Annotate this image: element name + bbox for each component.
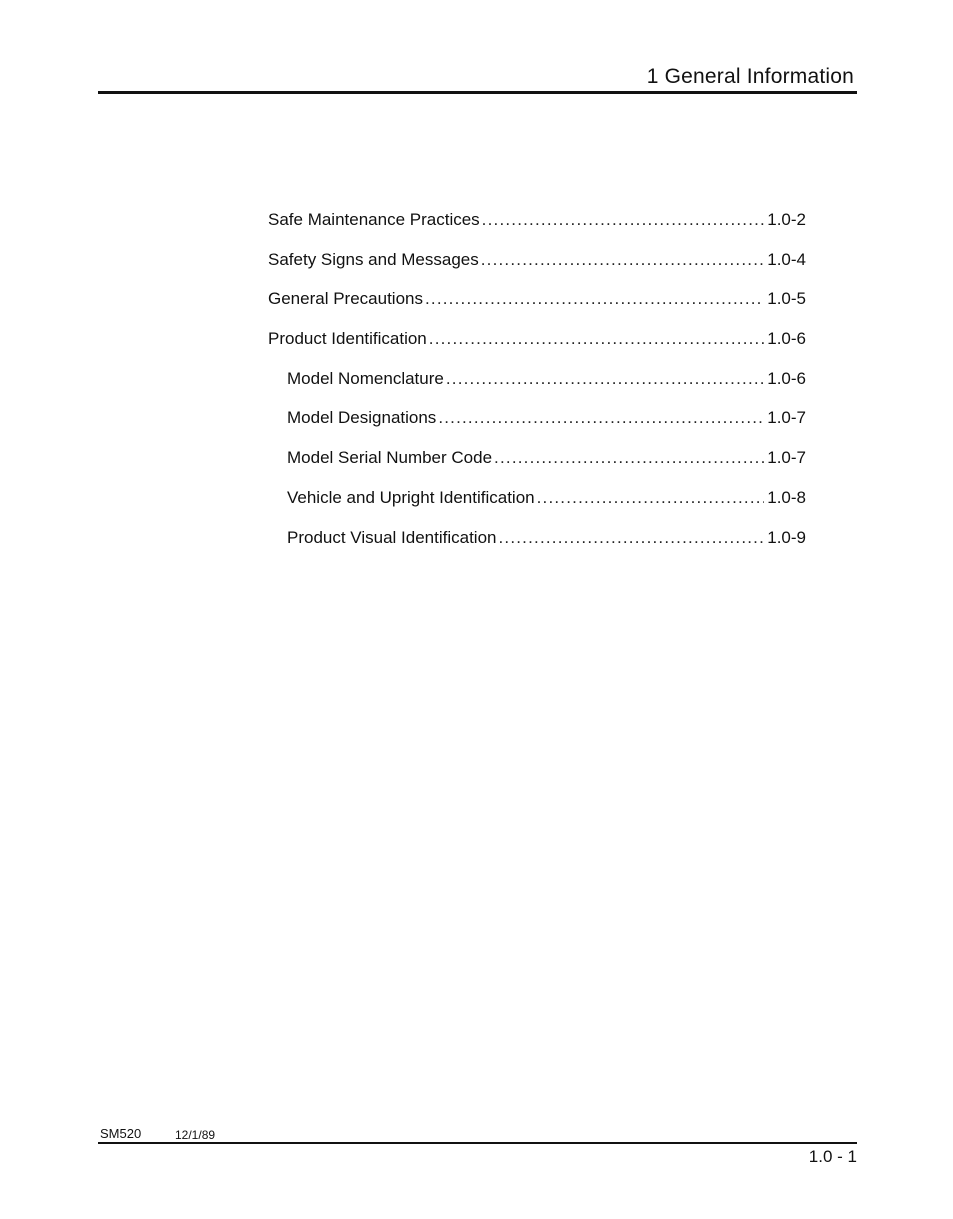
dot-leader: [429, 327, 764, 351]
toc-entry-page: 1.0-8: [767, 487, 806, 507]
toc-entry-title: Vehicle and Upright Identification: [287, 487, 535, 507]
toc-entry: [268, 208, 806, 248]
toc-entry-title: Product Visual Identification: [287, 527, 497, 547]
toc-entry-title: Model Designations: [287, 408, 437, 428]
toc-entry: [268, 327, 806, 367]
toc-entry-page: 1.0-7: [767, 408, 806, 428]
table-of-contents: [268, 208, 806, 565]
toc-entry-title: Safe Maintenance Practices: [268, 210, 480, 229]
toc-entry-title: Safety Signs and Messages: [268, 249, 479, 269]
toc-entry-page: 1.0-5: [767, 289, 806, 309]
footer-rule: [98, 1142, 857, 1144]
dot-leader: [482, 208, 765, 232]
toc-entry-title: Model Nomenclature: [287, 368, 444, 388]
toc-entry-page: 1.0-2: [767, 210, 806, 229]
dot-leader: [498, 526, 764, 550]
toc-entry-page: 1.0-4: [767, 249, 806, 269]
chapter-title: 1 General Information: [646, 65, 854, 88]
dot-leader: [425, 287, 764, 311]
toc-entry-page: 1.0-6: [767, 329, 806, 349]
toc-entry-page: 1.0-7: [767, 448, 806, 468]
dot-leader: [481, 248, 765, 272]
toc-subentry: [268, 486, 806, 526]
toc-entry-page: 1.0-9: [767, 527, 806, 547]
dot-leader: [438, 406, 764, 430]
page-number: 1.0 - 1: [808, 1147, 857, 1166]
header-rule: [98, 91, 857, 94]
toc-entry: [268, 248, 806, 288]
dot-leader: [537, 486, 765, 510]
document-code: SM520: [100, 1126, 142, 1141]
dot-leader: [446, 367, 764, 391]
revision-date: 12/1/89: [175, 1128, 216, 1142]
dot-leader: [494, 446, 764, 470]
toc-subentry: [268, 446, 806, 486]
toc-entry-page: 1.0-6: [767, 368, 806, 388]
toc-entry-title: General Precautions: [268, 289, 423, 309]
toc-subentry: [268, 526, 806, 566]
toc-entry-title: Model Serial Number Code: [287, 448, 493, 468]
toc-subentry: [268, 367, 806, 407]
toc-subentry: [268, 406, 806, 446]
toc-entry: [268, 287, 806, 327]
toc-entry-title: Product Identification: [268, 329, 427, 349]
